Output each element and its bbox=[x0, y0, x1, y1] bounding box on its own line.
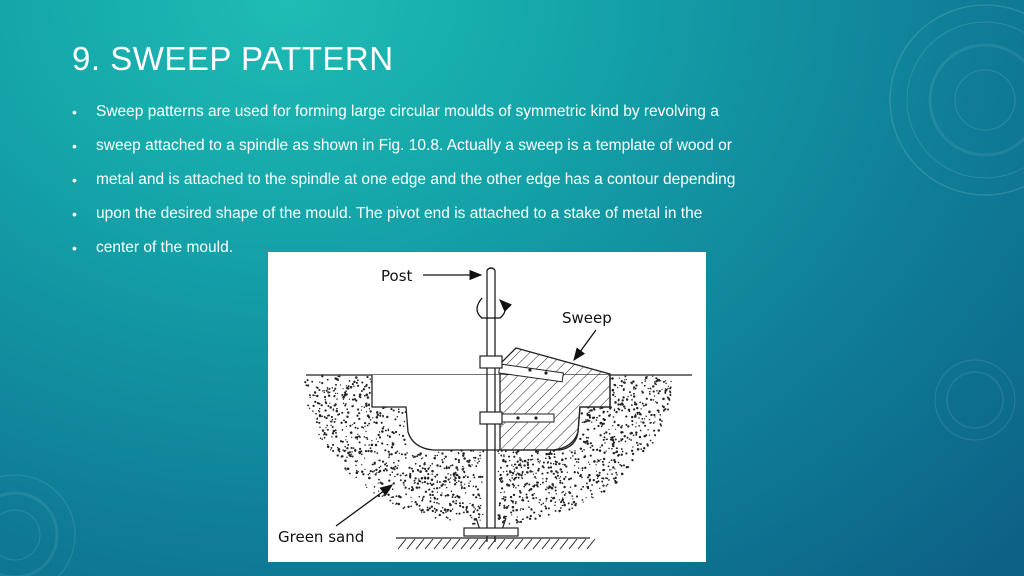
bullet-marker: • bbox=[72, 240, 77, 256]
bullet-marker: • bbox=[72, 104, 77, 120]
post-label: Post bbox=[381, 267, 413, 285]
base-plate bbox=[464, 528, 518, 536]
rotation-arrow bbox=[477, 298, 505, 318]
sweep-arrow bbox=[574, 330, 596, 360]
bullet-text: upon the desired shape of the mould. The pivot end is attached to a stake of metal in the bbox=[96, 205, 703, 222]
bullet-text: metal and is attached to the spindle at one edge and the other edge has a contour depending bbox=[96, 171, 736, 188]
bullet-text: sweep attached to a spindle as shown in Fig. 10.8. Actually a sweep is a template of wood or bbox=[96, 137, 732, 154]
bullet-text: Sweep patterns are used for forming large circular moulds of symmetric kind by revolving a bbox=[96, 103, 719, 120]
green-sand-arrow bbox=[336, 485, 392, 526]
sweep-label: Sweep bbox=[562, 309, 612, 327]
bullet-item bbox=[70, 132, 850, 166]
bullet-marker: • bbox=[72, 206, 77, 222]
bullet-marker: • bbox=[72, 172, 77, 188]
floor-hatch bbox=[398, 539, 595, 549]
lower-clamp bbox=[480, 412, 502, 424]
slide-title: 9. SWEEP PATTERN bbox=[72, 40, 394, 77]
sweep-pattern-figure bbox=[268, 252, 706, 562]
bullet-item bbox=[70, 166, 850, 200]
upper-clamp bbox=[480, 356, 502, 368]
green-sand-label: Green sand bbox=[278, 528, 365, 546]
bullet-item bbox=[70, 98, 850, 132]
bullet-marker: • bbox=[72, 138, 77, 154]
sweep-template bbox=[500, 348, 610, 450]
sweep-lower-strip bbox=[500, 414, 554, 422]
bullet-item bbox=[70, 200, 850, 234]
bullet-text: center of the mould. bbox=[96, 239, 233, 256]
bullet-list bbox=[70, 98, 850, 268]
